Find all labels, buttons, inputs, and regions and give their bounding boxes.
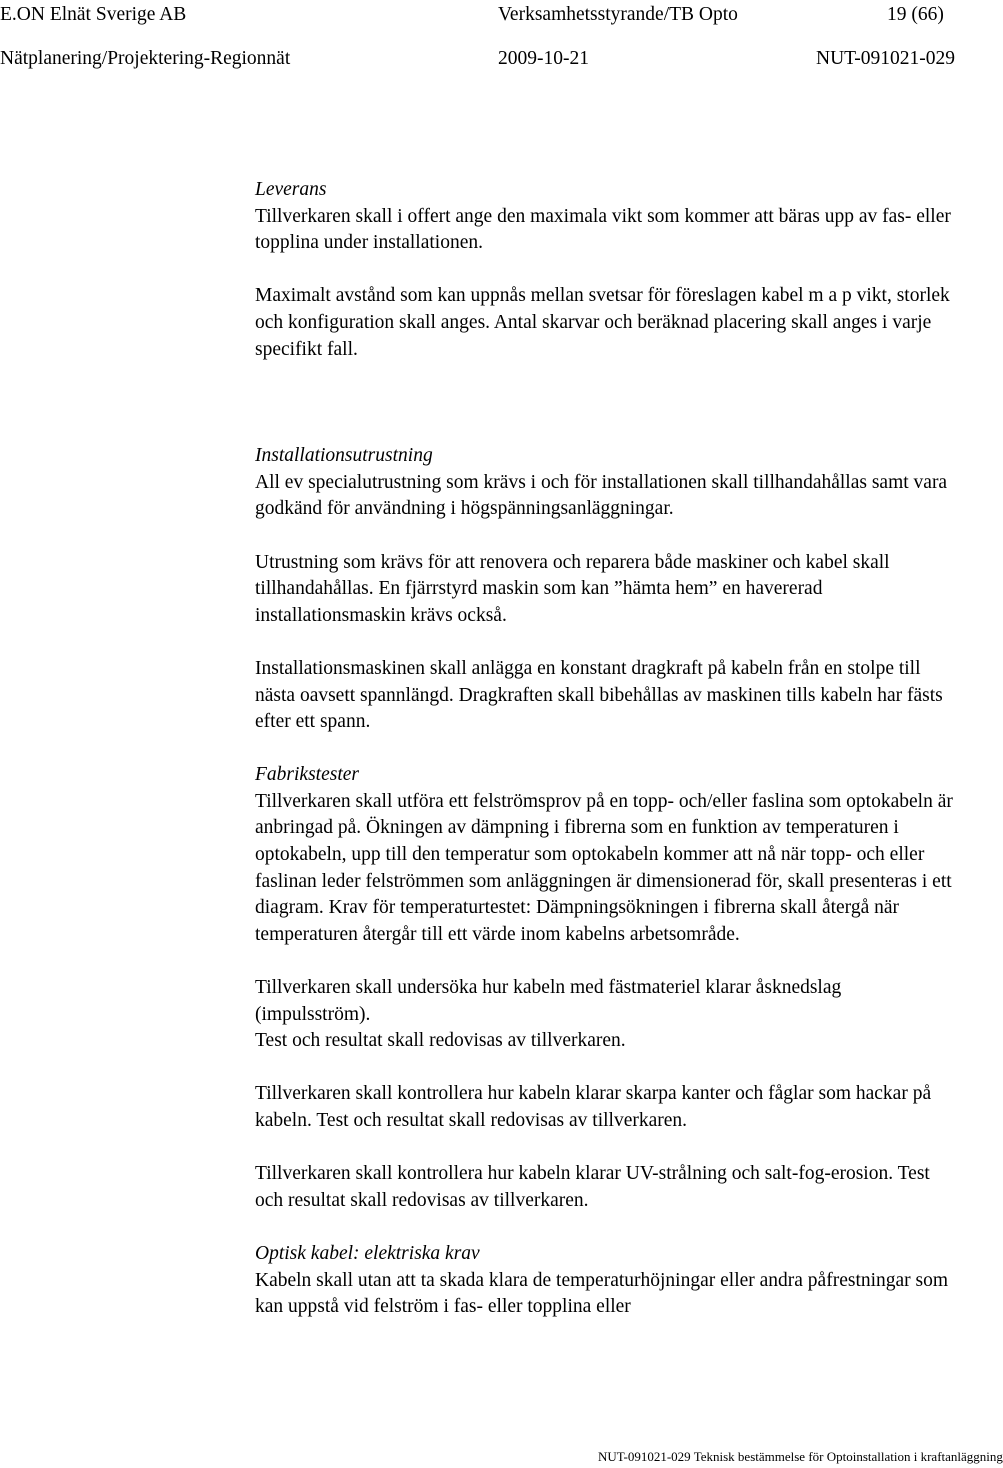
- header-date: 2009-10-21: [498, 48, 589, 69]
- section-optisk-kabel: [255, 1241, 955, 1321]
- paragraph: Maximalt avstånd som kan uppnås mellan svetsar för föreslagen kabel m a p vikt, storlek och konfiguration skall anges. Antal skarvar och beräknad placering skall anges i varje specifikt fall.: [255, 285, 950, 360]
- section-fabrikstester: [255, 762, 955, 1214]
- document-body: [255, 177, 955, 1321]
- paragraph: Tillverkaren skall utföra ett felströmsprov på en topp- och/eller faslina som optokabeln är anbringad på. Ökningen av dämpning i fibrerna som en funktion av temperaturen i optokabeln, upp till den temperatur som optokabeln kommer att nå när topp- och eller faslinan leder felströmmen som anläggningen är dimensionerad för, skall presenteras i ett diagram. Krav för temperaturtestet: Dämpningsökningen i fibrerna skall återgå när temperaturen återgår till ett värde inom kabelns arbetsområde.: [255, 790, 953, 945]
- paragraph: Tillverkaren skall kontrollera hur kabeln klarar UV-strålning och salt-fog-erosion. Test och resultat skall redovisas av tillverkaren.: [255, 1163, 930, 1211]
- header-page-number: 19 (66): [887, 4, 944, 25]
- section-title-installationsutrustning: Installationsutrustning: [255, 445, 433, 467]
- paragraph: Installationsmaskinen skall anlägga en konstant dragkraft på kabeln från en stolpe till nästa oavsett spannlängd. Dragkraften skall bibehållas av maskinen tills kabeln har fästs efter ett spann.: [255, 657, 943, 733]
- paragraph: All ev specialutrustning som krävs i och för installationen skall tillhandahållas samt vara godkänd för användning i högspänningsanläggningar.: [255, 471, 948, 520]
- paragraph: Tillverkaren skall kontrollera hur kabeln klarar skarpa kanter och fåglar som hackar på kabeln. Test och resultat skall redovisas av tillverkaren.: [255, 1083, 932, 1131]
- paragraph: Test och resultat skall redovisas av tillverkaren.: [255, 1030, 626, 1052]
- header-department: Nätplanering/Projektering-Regionnät: [0, 48, 291, 69]
- paragraph: Kabeln skall utan att ta skada klara de temperaturhöjningar eller andra påfrestningar som kan uppstå vid felström i fas- eller topplina eller: [255, 1269, 949, 1318]
- paragraph: Utrustning som krävs för att renovera och reparera både maskiner och kabel skall tillhandahållas. En fjärrstyrd maskin som kan ”hämta hem” en havererad installationsmaskin krävs också.: [255, 551, 890, 626]
- header-company: E.ON Elnät Sverige AB: [0, 4, 187, 25]
- header-doc-number: NUT-091021-029: [816, 48, 956, 69]
- section-installationsutrustning: [255, 443, 955, 736]
- paragraph: Tillverkaren skall i offert ange den maximala vikt som kommer att bäras upp av fas- eller topplina under installationen.: [255, 205, 951, 254]
- header-unit: Verksamhetsstyrande/TB Opto: [498, 4, 738, 25]
- section-title-optisk-kabel: Optisk kabel: elektriska krav: [255, 1242, 480, 1264]
- section-title-leverans: Leverans: [255, 179, 327, 200]
- paragraph: Tillverkaren skall undersöka hur kabeln med fästmateriel klarar åsknedslag (impulsström).: [255, 977, 842, 1025]
- page-footer: NUT-091021-029 Teknisk bestämmelse för Optoinstallation i kraftanläggning: [598, 1449, 1003, 1464]
- section-title-fabrikstester: Fabrikstester: [255, 764, 359, 786]
- section-leverans: [255, 177, 955, 363]
